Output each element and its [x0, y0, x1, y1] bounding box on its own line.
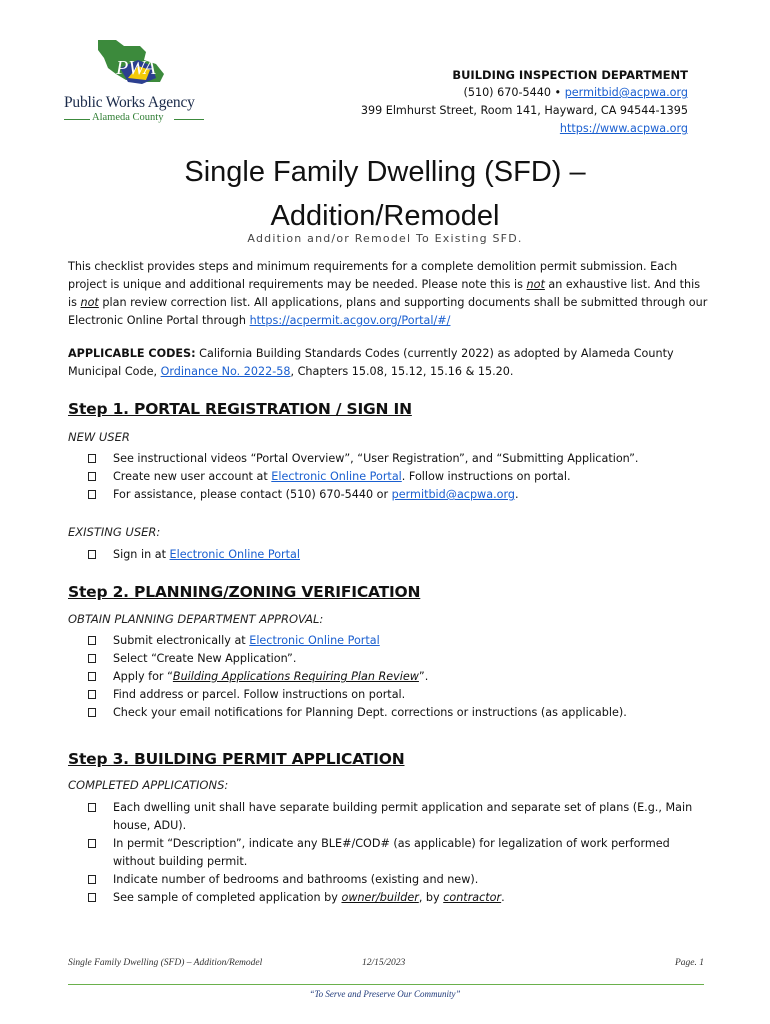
intro-not-1: not [526, 278, 545, 291]
list-item-text: . [501, 891, 505, 904]
planning-approval-heading: OBTAIN PLANNING DEPARTMENT APPROVAL: [68, 612, 324, 626]
step-1-existing-user-list [88, 546, 708, 564]
list-item [88, 546, 708, 564]
checkbox-icon [88, 490, 96, 499]
portal-link[interactable]: Electronic Online Portal [249, 634, 380, 647]
divider-right [174, 119, 204, 120]
list-item [88, 889, 708, 907]
footer-tagline: “To Serve and Preserve Our Community” [309, 989, 461, 999]
list-item-text: . [514, 488, 519, 501]
website-link[interactable]: https://www.acpwa.org [559, 122, 688, 135]
list-item-text: , by [418, 891, 444, 904]
intro-text-3: plan review correction list. All applications, plans and supporting documents shall be submitted through our Electronic Online Portal through [68, 296, 708, 327]
new-user-heading: NEW USER [68, 430, 130, 444]
department-name: BUILDING INSPECTION DEPARTMENT [452, 68, 688, 82]
county-name: Alameda County [92, 112, 164, 123]
codes-text-1: California Building Standards Codes (currently 2022) as adopted by Alameda County Municipal Code, [68, 347, 674, 378]
checkbox-icon [88, 454, 96, 463]
list-item-text: . Follow instructions on portal. [401, 470, 571, 483]
list-item-text: Apply for “ [113, 670, 173, 683]
list-item [88, 835, 708, 871]
checkbox-icon [88, 839, 96, 848]
checkbox-icon [88, 472, 96, 481]
checkbox-icon [88, 708, 96, 717]
pwa-logo-icon [94, 38, 174, 94]
checkbox-icon [88, 893, 96, 902]
address: 399 Elmhurst Street, Room 141, Hayward, CA 94544-1395 [360, 104, 688, 117]
intro-text-2: an exhaustive list. And this is [68, 278, 701, 309]
portal-url-link[interactable]: https://acpermit.acgov.org/Portal/#/ [249, 314, 451, 327]
checkbox-icon [88, 672, 96, 681]
checkbox-icon [88, 690, 96, 699]
list-item [88, 799, 708, 835]
list-item [88, 486, 708, 504]
email-link[interactable]: permitbid@acpwa.org [564, 86, 688, 99]
list-item [88, 632, 708, 650]
phone-email-line [361, 84, 688, 102]
list-item-text: See instructional videos “Portal Overview”, “User Registration”, and “Submitting Application”. [113, 452, 639, 465]
list-item [88, 650, 708, 668]
intro-text-1: This checklist provides steps and minimum requirements for a complete demolition permit submission. Each project is unique and additional requirements may be needed. Please note this is [68, 260, 678, 291]
list-item [88, 450, 708, 468]
list-item [88, 686, 708, 704]
list-item-text: In permit “Description”, indicate any BLE#/COD# (as applicable) for legalization of work performed without building permit. [113, 837, 670, 868]
list-item-text: See sample of completed application by [113, 891, 342, 904]
footer-date: 12/15/2023 [362, 958, 406, 968]
county-row [64, 112, 204, 126]
list-item-text: Select “Create New Application”. [113, 652, 297, 665]
step-1-new-user-list [88, 450, 708, 504]
footer-page-number: Page. 1 [674, 958, 704, 968]
svg-text:PWA: PWA [116, 57, 156, 79]
step-3-list [88, 799, 708, 907]
divider-left [64, 119, 90, 120]
list-item-text: Check your email notifications for Planning Dept. corrections or instructions (as applicable). [113, 706, 627, 719]
agency-logo [64, 38, 204, 126]
ordinance-link[interactable]: Ordinance No. 2022-58 [160, 365, 291, 378]
intro-not-2: not [80, 296, 99, 309]
list-item [88, 668, 708, 686]
contractor-link[interactable]: contractor [443, 891, 502, 904]
list-item-text: Indicate number of bedrooms and bathrooms (existing and new). [113, 873, 479, 886]
checkbox-icon [88, 654, 96, 663]
step-3-heading: Step 3. BUILDING PERMIT APPLICATION [68, 750, 405, 768]
application-type-name: Building Applications Requiring Plan Review [172, 670, 419, 683]
list-item-text: ”. [418, 670, 429, 683]
intro-paragraph [68, 258, 708, 330]
email-link[interactable]: permitbid@acpwa.org [391, 488, 515, 501]
list-item-text: Find address or parcel. Follow instructions on portal. [113, 688, 406, 701]
list-item [88, 871, 708, 889]
list-item-text: For assistance, please contact (510) 670-5440 or [113, 488, 392, 501]
completed-applications-heading: COMPLETED APPLICATIONS: [68, 778, 229, 792]
page-title [0, 150, 770, 238]
owner-builder-link[interactable]: owner/builder [341, 891, 419, 904]
agency-name: Public Works Agency [64, 94, 195, 111]
list-item-text: Each dwelling unit shall have separate building permit application and separate set of plans (E.g., Main house, ADU). [113, 801, 693, 832]
checkbox-icon [88, 636, 96, 645]
list-item-text: Create new user account at [113, 470, 272, 483]
list-item [88, 704, 708, 722]
step-1-heading: Step 1. PORTAL REGISTRATION / SIGN IN [68, 400, 412, 418]
page-subtitle: Addition and/or Remodel To Existing SFD. [247, 232, 523, 245]
existing-user-heading: EXISTING USER: [68, 525, 161, 539]
portal-link[interactable]: Electronic Online Portal [169, 548, 301, 561]
title-line-2: Addition/Remodel [270, 200, 500, 232]
step-2-heading: Step 2. PLANNING/ZONING VERIFICATION [68, 583, 421, 601]
list-item [88, 468, 708, 486]
step-2-list [88, 632, 708, 722]
phone-number: (510) 670-5440 • [463, 86, 562, 99]
list-item-text: Submit electronically at [113, 634, 250, 647]
applicable-codes [68, 345, 708, 381]
footer-divider [68, 984, 704, 985]
title-line-1: Single Family Dwelling (SFD) – [184, 156, 586, 188]
checkbox-icon [88, 550, 96, 559]
contact-block [361, 66, 688, 138]
portal-link[interactable]: Electronic Online Portal [271, 470, 402, 483]
codes-label: APPLICABLE CODES: [68, 347, 196, 360]
footer-doc-name: Single Family Dwelling (SFD) – Addition/Remodel [68, 958, 263, 968]
list-item-text: Sign in at [113, 548, 170, 561]
checkbox-icon [88, 875, 96, 884]
codes-text-2: , Chapters 15.08, 15.12, 15.16 & 15.20. [290, 365, 514, 378]
checkbox-icon [88, 803, 96, 812]
